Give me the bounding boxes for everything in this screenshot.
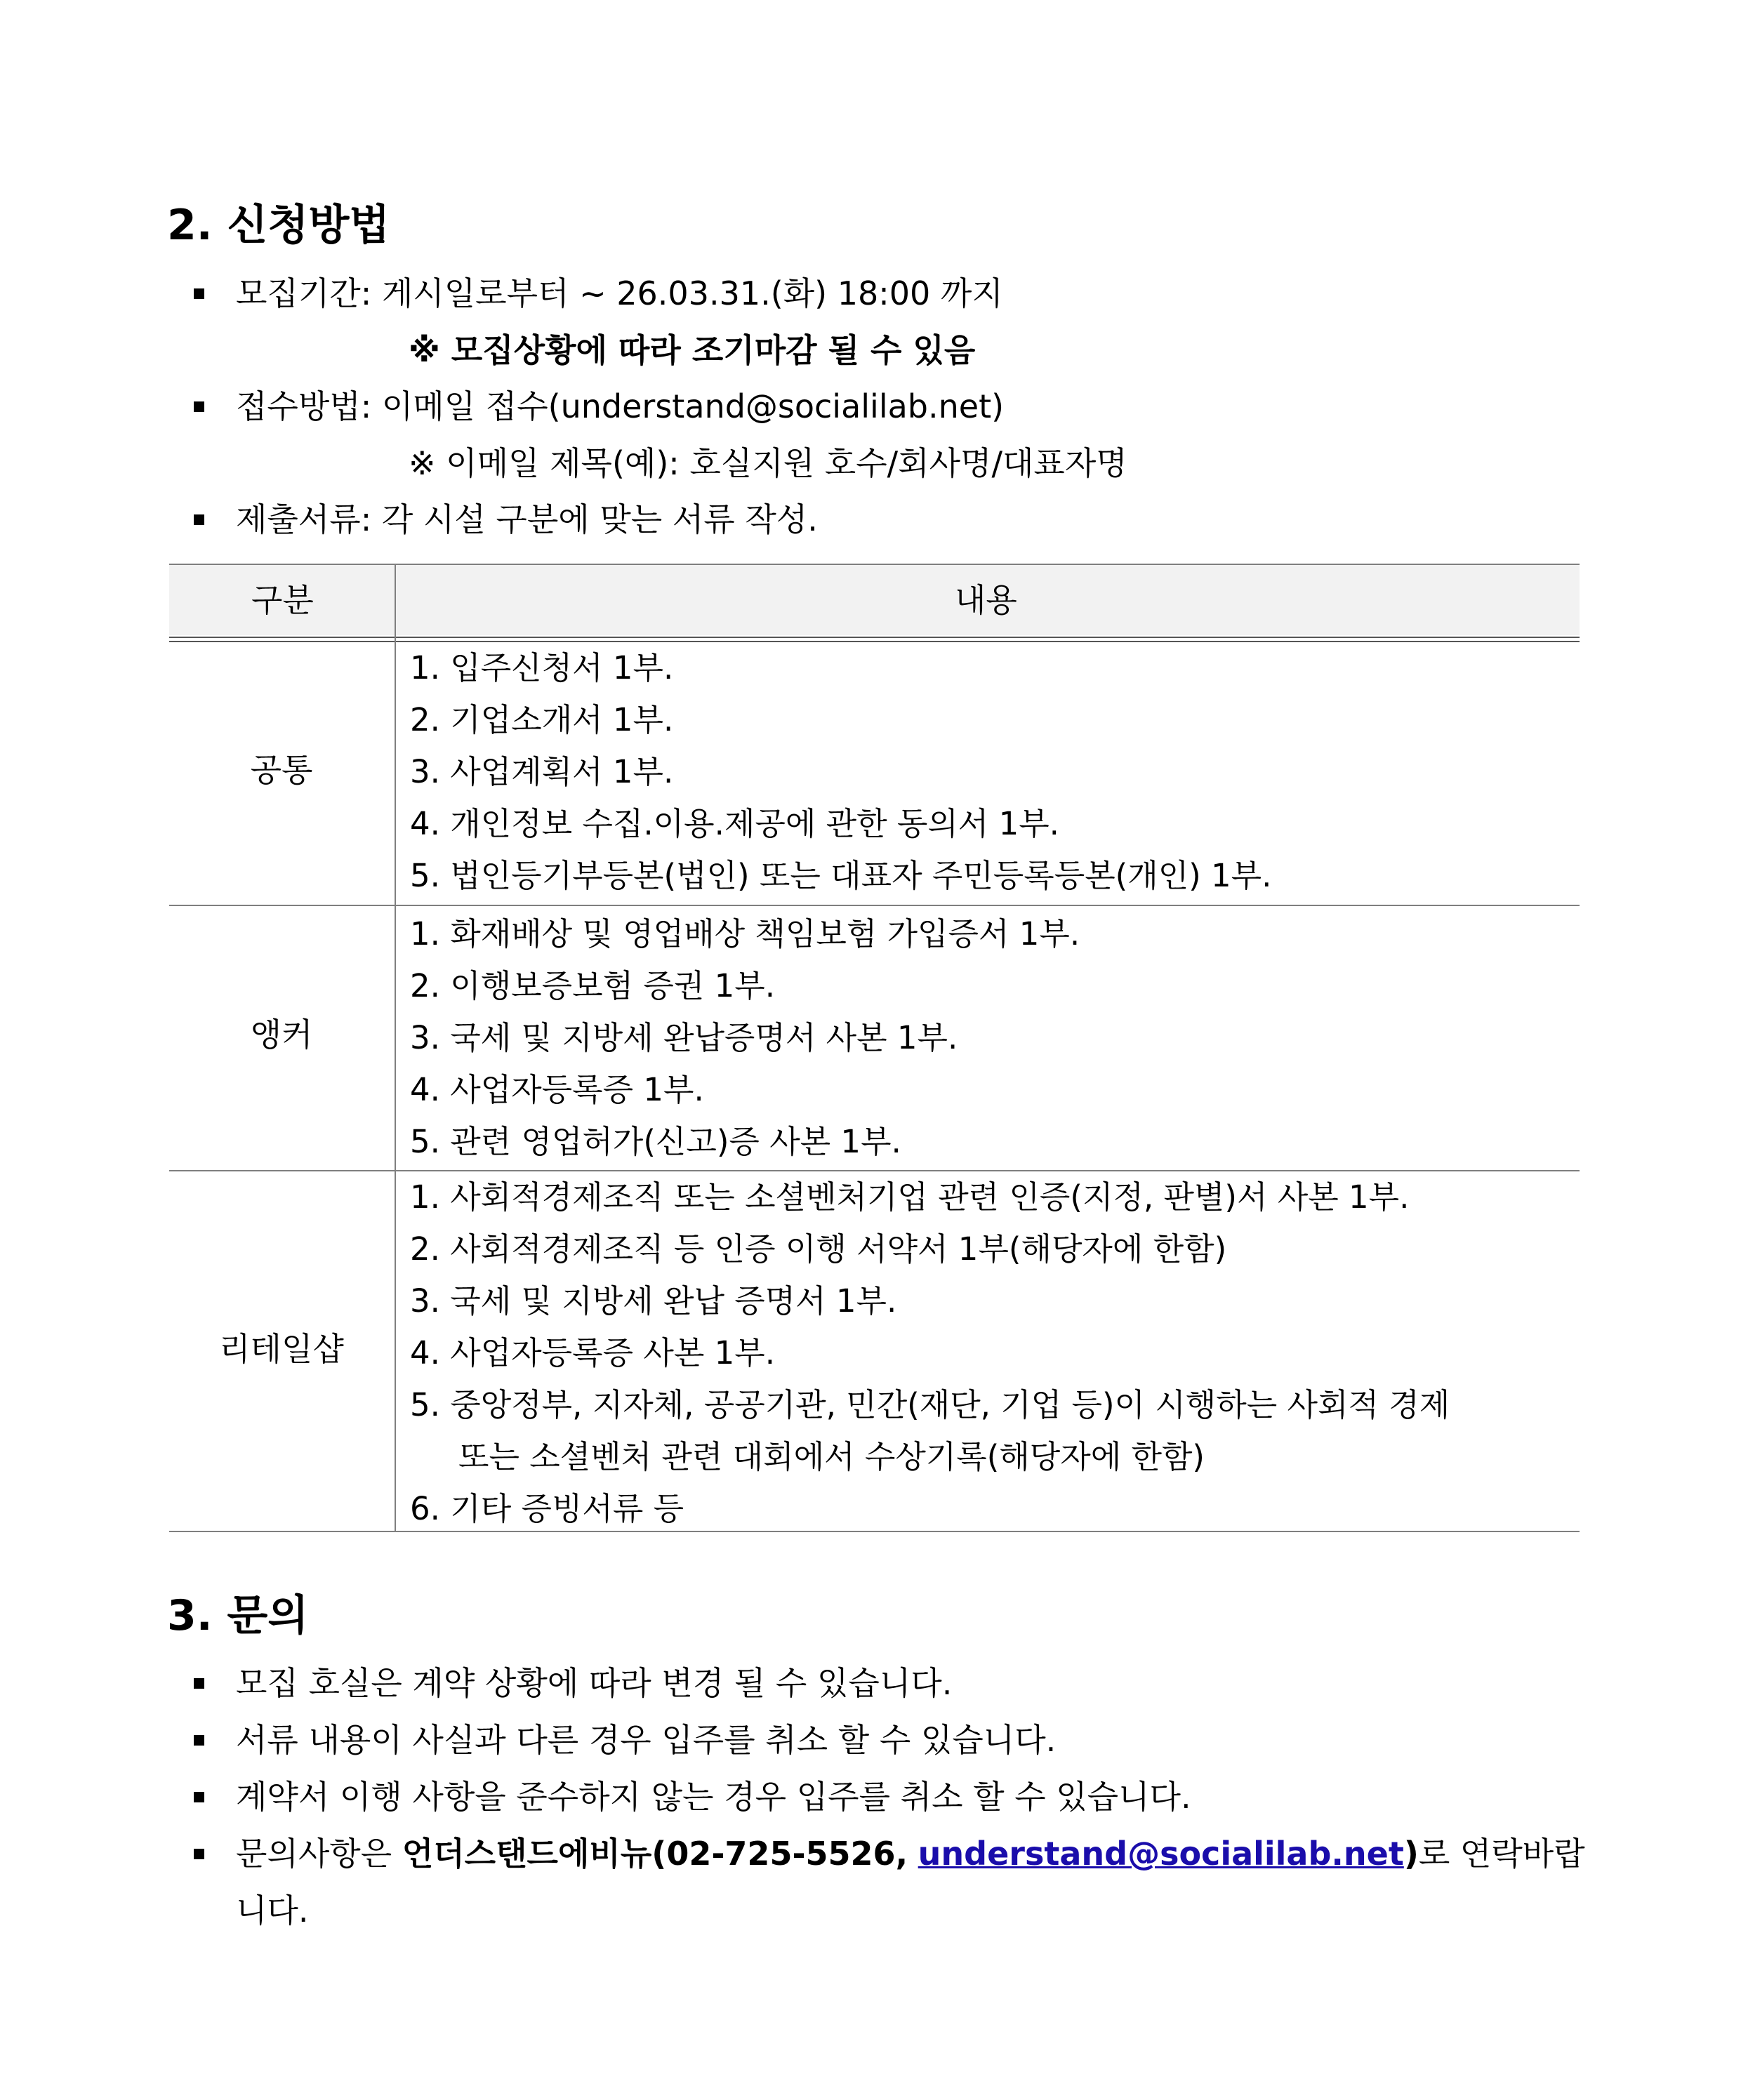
docs-line — [236, 500, 818, 538]
period-label: 모집기간: — [236, 274, 372, 312]
contact-line-wrap: 니다. — [236, 1892, 309, 1929]
header-category: 구분 — [251, 581, 314, 619]
bullet-square-icon — [194, 401, 204, 412]
method-value: 이메일 접수(understand@socialilab.net) — [381, 387, 1005, 425]
method-label: 접수방법: — [236, 387, 372, 425]
list-item: 4. 개인정보 수집.이용.제공에 관한 동의서 1부. — [410, 805, 1059, 842]
method-note: ※ 이메일 제목(예): 호실지원 호수/회사명/대표자명 — [409, 444, 1127, 482]
list-item: 1. 화재배상 및 영업배상 책임보험 가입증서 1부. — [410, 915, 1080, 952]
header-divider — [169, 637, 1580, 638]
contact-email-link[interactable]: understand@socialilab.net — [918, 1835, 1404, 1873]
list-item: 3. 국세 및 지방세 완납증명서 사본 1부. — [410, 1019, 958, 1056]
bullet-square-icon — [194, 514, 204, 525]
docs-value: 각 시설 구분에 맞는 서류 작성. — [381, 500, 818, 538]
list-item: 1. 사회적경제조직 또는 소셜벤처기업 관련 인증(지정, 판별)서 사본 1부. — [410, 1178, 1410, 1216]
table-bottom-border — [169, 1531, 1580, 1532]
period-line — [236, 274, 1003, 312]
bullet-square-icon — [194, 288, 204, 299]
list-item: 4. 사업자등록증 사본 1부. — [410, 1334, 776, 1371]
period-note: ※ 모집상황에 따라 조기마감 될 수 있음 — [409, 331, 976, 369]
list-item: 2. 이행보증보험 증권 1부. — [410, 967, 776, 1004]
row-category-anchor: 앵커 — [250, 1016, 313, 1054]
list-item: 4. 사업자등록증 1부. — [410, 1071, 704, 1108]
section-2-title: 2. 신청방법 — [167, 201, 390, 250]
method-line — [236, 387, 1005, 425]
list-item: 5. 법인등기부등본(법인) 또는 대표자 주민등록등본(개인) 1부. — [410, 857, 1272, 894]
row-divider — [169, 905, 1580, 906]
contact-prefix: 문의사항은 — [236, 1835, 392, 1873]
bullet-square-icon — [194, 1792, 204, 1802]
header-divider — [169, 641, 1580, 642]
table-header — [169, 564, 1580, 635]
contact-org: 언더스탠드에비뉴(02-725-5526, — [402, 1835, 908, 1873]
list-item: 1. 입주신청서 1부. — [410, 649, 674, 686]
section-3-title: 3. 문의 — [167, 1591, 309, 1640]
list-item: 3. 사업계획서 1부. — [410, 753, 674, 790]
info-line: 계약서 이행 사항을 준수하지 않는 경우 입주를 취소 할 수 있습니다. — [236, 1778, 1191, 1816]
docs-label: 제출서류: — [236, 500, 372, 538]
contact-close-paren: ) — [1403, 1835, 1419, 1873]
list-item: 5. 중앙정부, 지자체, 공공기관, 민간(재단, 기업 등)이 시행하는 사회적 경제 — [410, 1386, 1450, 1423]
contact-line — [236, 1835, 1585, 1873]
list-item: 6. 기타 증빙서류 등 — [410, 1490, 684, 1527]
info-line: 모집 호실은 계약 상황에 따라 변경 될 수 있습니다. — [236, 1664, 953, 1702]
list-item-continuation: 또는 소셜벤처 관련 대회에서 수상기록(해당자에 한함) — [458, 1438, 1205, 1475]
row-category-common: 공통 — [250, 751, 313, 789]
list-item: 5. 관련 영업허가(신고)증 사본 1부. — [410, 1123, 901, 1160]
period-value: 게시일로부터 ~ 26.03.31.(화) 18:00 까지 — [381, 274, 1003, 312]
header-content: 내용 — [955, 581, 1017, 619]
list-item: 2. 기업소개서 1부. — [410, 701, 674, 738]
contact-suffix: 로 연락바랍 — [1418, 1835, 1585, 1873]
list-item: 3. 국세 및 지방세 완납 증명서 1부. — [410, 1282, 897, 1320]
info-line: 서류 내용이 사실과 다른 경우 입주를 취소 할 수 있습니다. — [236, 1721, 1057, 1759]
bullet-square-icon — [194, 1849, 204, 1859]
row-divider — [169, 1170, 1580, 1171]
bullet-square-icon — [194, 1678, 204, 1689]
row-category-retail: 리테일샵 — [219, 1330, 344, 1368]
list-item: 2. 사회적경제조직 등 인증 이행 서약서 1부(해당자에 한함) — [410, 1230, 1227, 1268]
bullet-square-icon — [194, 1735, 204, 1746]
column-divider — [395, 564, 396, 1532]
